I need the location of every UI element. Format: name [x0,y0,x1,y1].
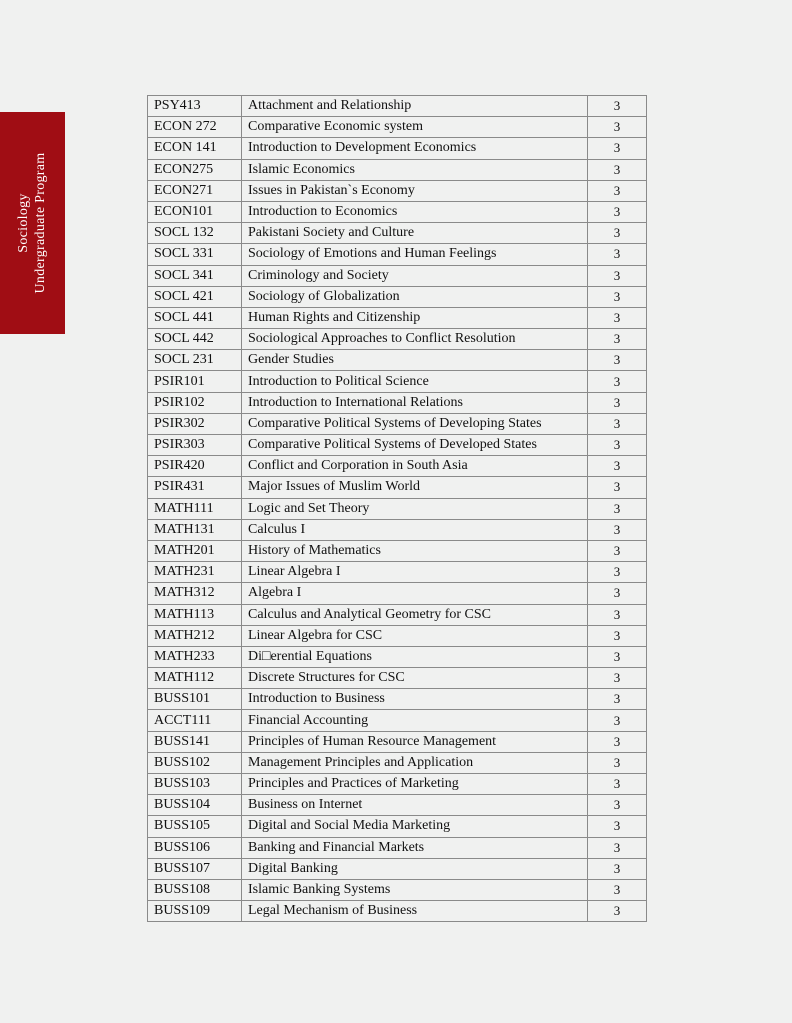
course-code-cell: ACCT111 [148,710,242,731]
course-code-cell: SOCL 132 [148,223,242,244]
sidebar-tab [0,112,65,334]
course-code-cell: PSIR102 [148,392,242,413]
course-code-cell: PSIR420 [148,456,242,477]
course-title-cell: Comparative Political Systems of Developing States [242,413,588,434]
course-code-cell: MATH231 [148,562,242,583]
table-row [148,413,647,434]
course-credit-cell: 3 [588,477,647,498]
course-credit-cell: 3 [588,731,647,752]
table-row [148,223,647,244]
course-title-cell: Digital and Social Media Marketing [242,816,588,837]
course-credit-cell: 3 [588,456,647,477]
course-code-cell: MATH212 [148,625,242,646]
course-code-cell: SOCL 331 [148,244,242,265]
course-code-cell: BUSS141 [148,731,242,752]
course-credit-cell: 3 [588,837,647,858]
table-row [148,540,647,561]
table-row [148,837,647,858]
table-row [148,562,647,583]
table-row [148,350,647,371]
course-code-cell: BUSS106 [148,837,242,858]
course-code-cell: PSY413 [148,96,242,117]
course-code-cell: ECON271 [148,180,242,201]
table-row [148,646,647,667]
sidebar-label-line2: Undergraduate Program [33,152,48,294]
table-row [148,265,647,286]
course-code-cell: SOCL 441 [148,307,242,328]
table-row [148,307,647,328]
table-row [148,731,647,752]
course-title-cell: Comparative Political Systems of Developed States [242,435,588,456]
course-credit-cell: 3 [588,498,647,519]
table-row [148,710,647,731]
course-credit-cell: 3 [588,795,647,816]
course-code-cell: ECON101 [148,201,242,222]
course-credit-cell: 3 [588,413,647,434]
course-title-cell: History of Mathematics [242,540,588,561]
table-row [148,456,647,477]
course-credit-cell: 3 [588,646,647,667]
course-credit-cell: 3 [588,519,647,540]
course-credit-cell: 3 [588,392,647,413]
course-title-cell: Digital Banking [242,858,588,879]
course-credit-cell: 3 [588,562,647,583]
course-title-cell: Introduction to Development Economics [242,138,588,159]
course-code-cell: SOCL 442 [148,329,242,350]
course-code-cell: PSIR303 [148,435,242,456]
course-table [147,95,647,922]
course-code-cell: SOCL 421 [148,286,242,307]
course-title-cell: Islamic Banking Systems [242,879,588,900]
course-credit-cell: 3 [588,774,647,795]
course-credit-cell: 3 [588,244,647,265]
course-credit-cell: 3 [588,201,647,222]
course-code-cell: SOCL 231 [148,350,242,371]
course-credit-cell: 3 [588,329,647,350]
course-credit-cell: 3 [588,901,647,922]
table-row [148,392,647,413]
table-row [148,858,647,879]
table-row [148,329,647,350]
table-row [148,752,647,773]
table-row [148,96,647,117]
table-row [148,159,647,180]
course-credit-cell: 3 [588,625,647,646]
course-code-cell: PSIR302 [148,413,242,434]
course-code-cell: MATH312 [148,583,242,604]
course-credit-cell: 3 [588,223,647,244]
course-title-cell: Conflict and Corporation in South Asia [242,456,588,477]
course-title-cell: Financial Accounting [242,710,588,731]
course-credit-cell: 3 [588,286,647,307]
course-credit-cell: 3 [588,159,647,180]
table-row [148,371,647,392]
table-row [148,180,647,201]
course-table-body [148,96,647,922]
course-title-cell: Introduction to Economics [242,201,588,222]
course-title-cell: Human Rights and Citizenship [242,307,588,328]
course-code-cell: ECON275 [148,159,242,180]
sidebar-label [15,153,49,294]
course-title-cell: Discrete Structures for CSC [242,668,588,689]
course-title-cell: Attachment and Relationship [242,96,588,117]
table-row [148,604,647,625]
course-credit-cell: 3 [588,689,647,710]
table-row [148,668,647,689]
course-credit-cell: 3 [588,858,647,879]
course-title-cell: Comparative Economic system [242,117,588,138]
table-row [148,435,647,456]
course-credit-cell: 3 [588,180,647,201]
course-credit-cell: 3 [588,668,647,689]
course-title-cell: Linear Algebra for CSC [242,625,588,646]
course-title-cell: Linear Algebra I [242,562,588,583]
course-title-cell: Introduction to International Relations [242,392,588,413]
course-code-cell: MATH131 [148,519,242,540]
course-code-cell: BUSS102 [148,752,242,773]
table-row [148,138,647,159]
table-row [148,816,647,837]
table-row [148,519,647,540]
table-row [148,774,647,795]
course-code-cell: BUSS109 [148,901,242,922]
course-title-cell: Criminology and Society [242,265,588,286]
course-title-cell: Introduction to Political Science [242,371,588,392]
course-code-cell: BUSS107 [148,858,242,879]
course-credit-cell: 3 [588,583,647,604]
course-title-cell: Banking and Financial Markets [242,837,588,858]
table-row [148,498,647,519]
course-credit-cell: 3 [588,265,647,286]
table-row [148,795,647,816]
table-row [148,244,647,265]
course-title-cell: Sociological Approaches to Conflict Resolution [242,329,588,350]
table-row [148,689,647,710]
course-credit-cell: 3 [588,307,647,328]
course-title-cell: Calculus and Analytical Geometry for CSC [242,604,588,625]
course-title-cell: Legal Mechanism of Business [242,901,588,922]
course-code-cell: MATH111 [148,498,242,519]
course-code-cell: PSIR101 [148,371,242,392]
course-code-cell: BUSS105 [148,816,242,837]
course-title-cell: Algebra I [242,583,588,604]
course-code-cell: BUSS104 [148,795,242,816]
course-title-cell: Di□erential Equations [242,646,588,667]
course-title-cell: Business on Internet [242,795,588,816]
course-code-cell: MATH201 [148,540,242,561]
course-code-cell: BUSS103 [148,774,242,795]
course-title-cell: Issues in Pakistan`s Economy [242,180,588,201]
course-title-cell: Introduction to Business [242,689,588,710]
course-title-cell: Major Issues of Muslim World [242,477,588,498]
table-row [148,879,647,900]
table-row [148,286,647,307]
course-code-cell: MATH113 [148,604,242,625]
course-code-cell: MATH112 [148,668,242,689]
course-title-cell: Sociology of Emotions and Human Feelings [242,244,588,265]
table-row [148,117,647,138]
course-code-cell: ECON 141 [148,138,242,159]
course-title-cell: Logic and Set Theory [242,498,588,519]
course-code-cell: BUSS108 [148,879,242,900]
sidebar-label-line1: Sociology [16,193,31,253]
course-credit-cell: 3 [588,350,647,371]
course-title-cell: Pakistani Society and Culture [242,223,588,244]
table-row [148,201,647,222]
course-title-cell: Management Principles and Application [242,752,588,773]
course-code-cell: PSIR431 [148,477,242,498]
course-title-cell: Islamic Economics [242,159,588,180]
course-credit-cell: 3 [588,752,647,773]
course-code-cell: BUSS101 [148,689,242,710]
course-title-cell: Principles and Practices of Marketing [242,774,588,795]
course-credit-cell: 3 [588,879,647,900]
course-code-cell: SOCL 341 [148,265,242,286]
course-credit-cell: 3 [588,371,647,392]
course-credit-cell: 3 [588,710,647,731]
table-row [148,901,647,922]
course-credit-cell: 3 [588,816,647,837]
course-credit-cell: 3 [588,117,647,138]
course-credit-cell: 3 [588,435,647,456]
course-code-cell: ECON 272 [148,117,242,138]
course-title-cell: Sociology of Globalization [242,286,588,307]
course-code-cell: MATH233 [148,646,242,667]
course-title-cell: Principles of Human Resource Management [242,731,588,752]
course-credit-cell: 3 [588,96,647,117]
course-credit-cell: 3 [588,138,647,159]
course-title-cell: Gender Studies [242,350,588,371]
table-row [148,583,647,604]
course-credit-cell: 3 [588,604,647,625]
course-credit-cell: 3 [588,540,647,561]
course-title-cell: Calculus I [242,519,588,540]
table-row [148,625,647,646]
table-row [148,477,647,498]
